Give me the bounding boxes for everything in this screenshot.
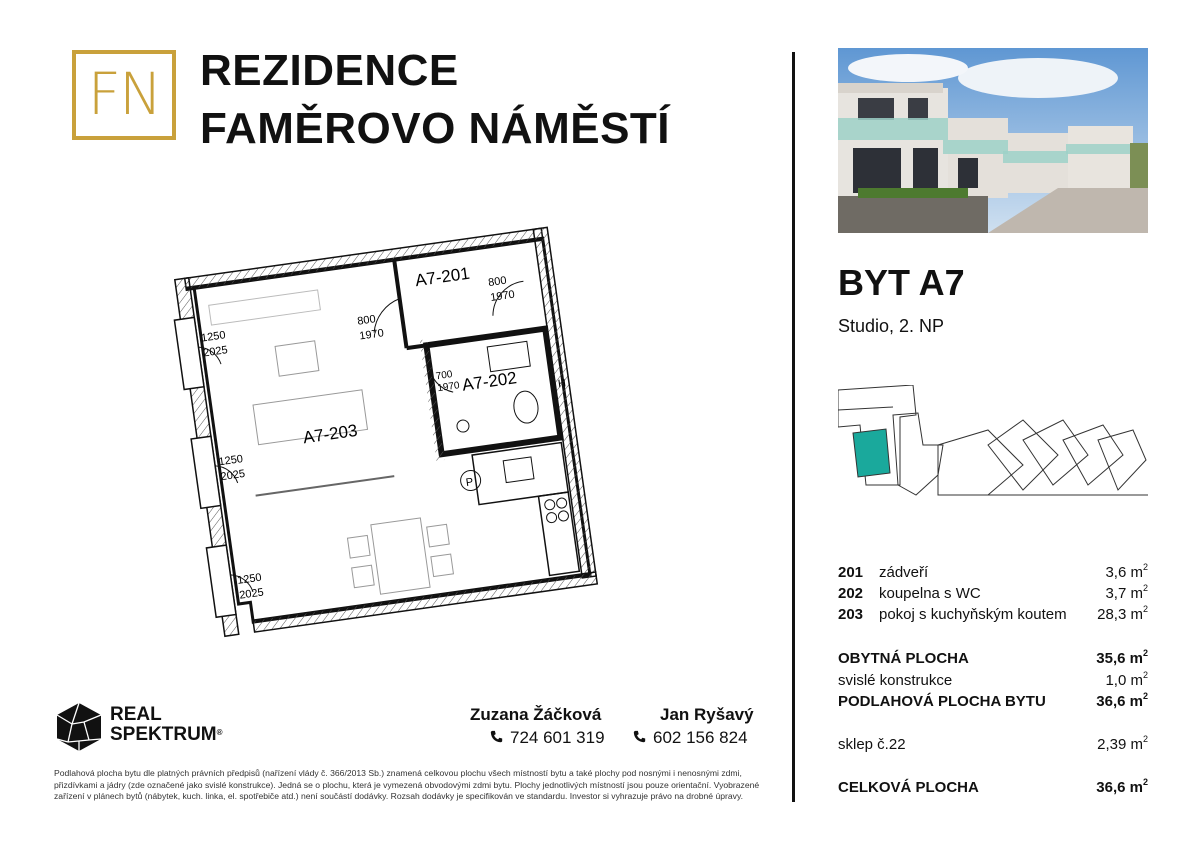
window-label-2: 1250 [217, 453, 244, 469]
highlighted-unit [853, 429, 890, 477]
obytna-plocha-value: 35,6 $m^2$ [1096, 648, 1148, 667]
agent1-phone: 724 601 319 [510, 728, 605, 747]
window [908, 98, 928, 120]
project-title-line2: FAMĚROVO NÁMĚSTÍ [200, 104, 671, 153]
hob-1 [544, 499, 555, 510]
phone-icon [490, 728, 504, 748]
real-spektrum-logo-icon [54, 702, 104, 752]
chair-3 [427, 524, 450, 547]
project-title-line1: REZIDENCE [200, 46, 459, 95]
real-spektrum-brand [110, 705, 223, 745]
brand-line1: REAL [110, 704, 162, 725]
boiler-label: P [465, 476, 475, 490]
room-number: 202 [838, 585, 864, 602]
floor-plan [170, 220, 630, 670]
shower-drain [456, 419, 470, 433]
podlahova-plocha-value: 36,6 $m^2$ [1096, 691, 1148, 710]
washbasin [487, 341, 530, 371]
hob-2 [556, 497, 567, 508]
window [958, 158, 978, 188]
building-location-map [838, 385, 1148, 505]
room-number: 203 [838, 606, 864, 623]
building-roof [838, 83, 943, 93]
room-row-201 [838, 564, 1148, 585]
partition-entry [394, 259, 407, 348]
door-label-3: 700 [435, 369, 454, 383]
outer-wall [186, 238, 590, 625]
celkova-plocha-value: 36,6 $m^2$ [1096, 777, 1148, 796]
balcony-glass [838, 118, 948, 140]
svisle-konstrukce-value: 1,0 $m^2$ [1105, 670, 1148, 689]
window-label-1: 1250 [200, 329, 227, 345]
dining-table [371, 518, 430, 594]
entry-bottom-wall [407, 328, 548, 348]
fn-logo-letters: FN [87, 60, 161, 128]
trees [1130, 143, 1148, 193]
window-label-3b: 2025 [238, 586, 265, 602]
window-label-2b: 2025 [219, 467, 246, 484]
door-label-2: 800 [487, 274, 508, 290]
room-area: 3,6 $m^2$ [1105, 562, 1148, 581]
apartment-subtitle: Studio, 2. NP [838, 316, 945, 336]
door-label-3b: 1970 [436, 380, 461, 395]
door-label-1b: 1970 [358, 327, 385, 343]
agent1-phone-row[interactable] [490, 728, 605, 748]
room-number: 201 [838, 564, 864, 581]
divider-line [256, 476, 395, 495]
door-label-1: 800 [356, 313, 377, 328]
building-4 [1068, 126, 1133, 191]
sink [503, 457, 534, 483]
column-divider [792, 52, 795, 802]
window-label-1b: 2025 [202, 344, 229, 360]
bottom-wall [253, 572, 597, 632]
room-row-202 [838, 585, 1148, 606]
cloud [848, 54, 968, 82]
chair-4 [431, 554, 454, 577]
apartment-title: BYT A7 [838, 262, 965, 303]
hob-4 [558, 510, 569, 521]
sklep-value: 2,39 $m^2$ [1097, 734, 1148, 753]
door-label-2b: 1970 [489, 288, 516, 304]
window [858, 98, 894, 120]
room-label-202: A7-202 [460, 368, 518, 395]
cloud [958, 58, 1118, 98]
room-area: 28,3 $m^2$ [1097, 604, 1148, 623]
bed [209, 290, 321, 325]
room-label-201: A7-201 [413, 263, 471, 291]
agent2-phone-row[interactable] [633, 728, 748, 748]
window [913, 148, 938, 193]
balcony-glass [1066, 144, 1136, 154]
sklep-label: sklep č.22 [838, 736, 906, 753]
legal-disclaimer: Podlahová plocha bytu dle platných právních předpisů (nařízení vlády č. 366/2013 Sb.) znamená celkovou plochu všech místností bytu a také plochy pod nosnými i nenosnými zdmi, přizdívkami a jádry (zde označené jako svislé konstrukce). Jedná se o plochu, která je vymezená obvodovými zdmi bytu. Plochy jednotlivých místností jsou pouze orientační. Vyobrazené zařízení v plánech bytů (nábytek, kuch. linka, el. spotřebiče atd.) není součástí dodávky. Rozsah dodávky je specifikován ve standardu. Investor si vyhrazuje právo na drobné úpravy. [54, 768, 760, 801]
grass [858, 188, 968, 198]
window [853, 148, 901, 193]
balcony-glass [943, 140, 1013, 154]
hob-3 [546, 512, 557, 523]
balcony-glass [1003, 151, 1073, 163]
obytna-plocha-label: OBYTNÁ PLOCHA [838, 650, 969, 667]
chair-1 [347, 535, 370, 558]
window-label-3: 1250 [236, 571, 263, 587]
agent2-phone: 602 156 824 [653, 728, 748, 747]
svisle-konstrukce-label: svislé konstrukce [838, 672, 953, 689]
room-name: koupelna s WC [879, 585, 981, 602]
agent1-name: Zuzana Žáčková [470, 705, 602, 724]
room-row-203 [838, 606, 1148, 627]
room-list [838, 564, 1148, 627]
room-area: 3,7 $m^2$ [1105, 583, 1148, 602]
brand-line2: SPEKTRUM® [110, 724, 223, 745]
celkova-plocha-label: CELKOVÁ PLOCHA [838, 779, 979, 796]
toilet [512, 390, 540, 425]
room-label-203: A7-203 [301, 420, 359, 448]
table [275, 341, 319, 376]
bath-hatch [420, 339, 445, 461]
room-name: pokoj s kuchyňským koutem [879, 606, 1067, 623]
fn-logo [72, 50, 176, 140]
garden-wall [838, 196, 988, 233]
agent2-name: Jan Ryšavý [660, 705, 754, 724]
room-name: zádveří [879, 564, 929, 581]
kitchen-counter [472, 443, 568, 505]
building-photo [838, 48, 1148, 233]
podlahova-plocha-label: PODLAHOVÁ PLOCHA BYTU [838, 693, 1046, 710]
chair-2 [352, 565, 375, 588]
wall-h-label: H [557, 377, 567, 391]
phone-icon [633, 728, 647, 748]
